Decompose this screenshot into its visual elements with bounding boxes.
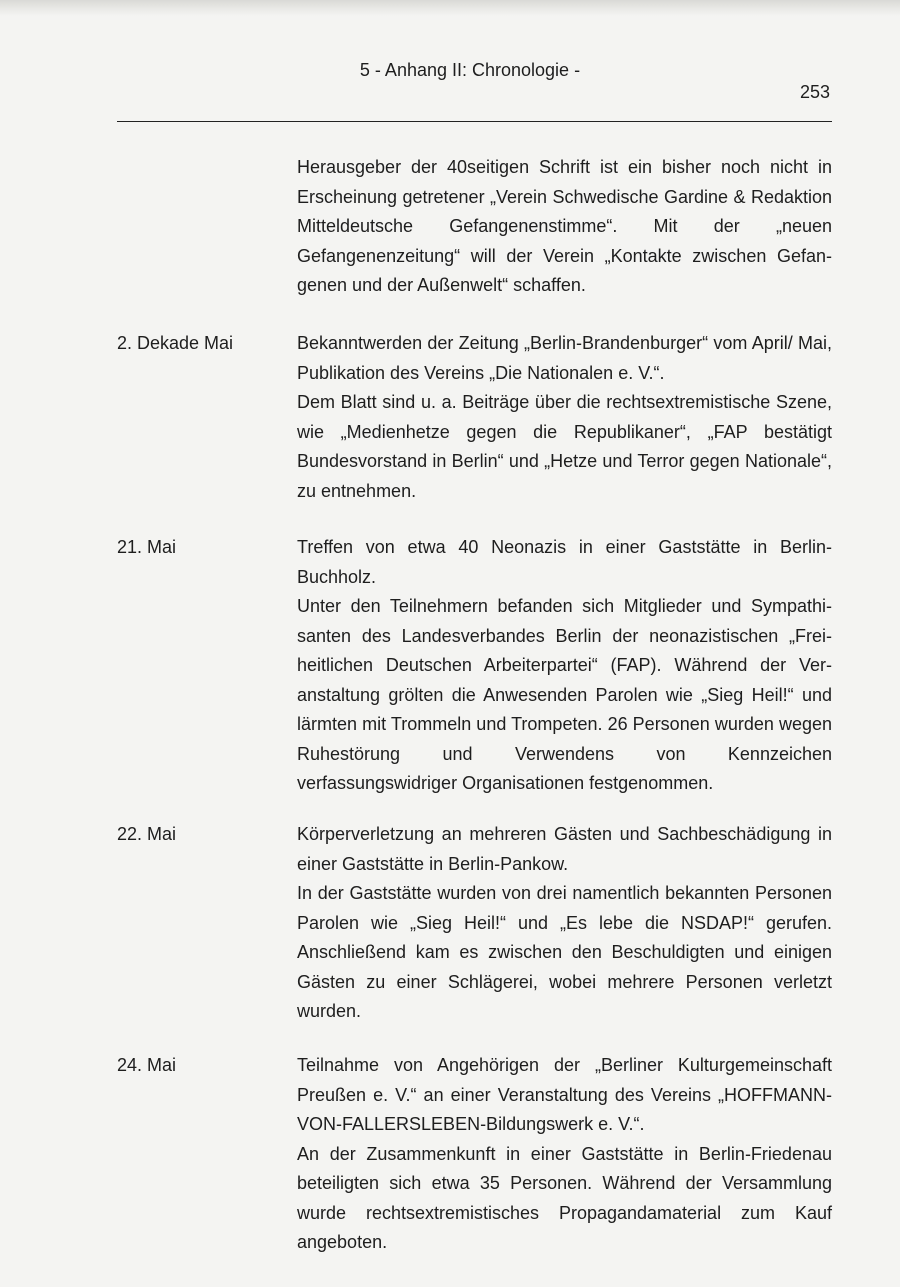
entry-body [297, 820, 832, 1027]
entry-body [297, 1051, 832, 1258]
entry-body [297, 329, 832, 506]
scan-edge-shadow [0, 0, 900, 16]
entry-paragraph: Teilnahme von Angehörigen der „Berliner Kulturgemeinschaft Preußen e. V.“ an einer Veranstaltung des Vereins „HOFFMANN-VON-FALLERSLEBEN-Bildungswerk e. V.“. [297, 1055, 832, 1134]
entry-paragraph: Körperverletzung an mehreren Gästen und Sachbeschädigung in einer Gaststätte in Berlin-Pankow. [297, 824, 832, 874]
entry-body [297, 533, 832, 799]
entry-paragraph: An der Zusammenkunft in einer Gaststätte in Berlin-Friedenau beteiligten sich etwa 35 Personen. Während der Versammlung wurde rechtsextremistisches Propagandamaterial zum Kauf angeboten. [297, 1143, 832, 1252]
entry-date: 2. Dekade Mai [117, 333, 234, 353]
page-number: 253 [799, 82, 830, 102]
entry-date: 21. Mai [117, 537, 177, 557]
entry-date: 22. Mai [117, 824, 177, 844]
entry-paragraph: In der Gaststätte wurden von drei namentlich bekannten Personen Parolen wie „Sieg Heil!“ und „Es lebe die NSDAP!“ gerufen. Anschließend kam es zwischen den Beschuldigten und einigen Gästen zu einer Schlägerei, wobei mehrere Personen verletzt wurden. [297, 883, 832, 1021]
entry-date: 24. Mai [117, 1055, 177, 1075]
page-header-title: 5 - Anhang II: Chronologie - [359, 60, 581, 80]
entry-paragraph: Unter den Teilnehmern befanden sich Mitglieder und Sympathisanten des Landesverbandes Berlin der neonazistischen „Freiheitlichen Deutschen Arbeiterpartei“ (FAP). Während der Veranstaltung grölten die Anwesenden Parolen wie „Sieg Heil!“ und lärmten mit Trommeln und Trompeten. 26 Personen wurden wegen Ruhestörung und Verwendens von Kennzeichen verfassungswidriger Organisationen festgenommen. [297, 596, 832, 793]
entry-paragraph: Dem Blatt sind u. a. Beiträge über die rechtsextremistische Szene, wie „Medienhetze gegen die Republikaner“, „FAP bestätigt Bundesvorstand in Berlin“ und „Hetze und Terror gegen Nationale“, zu entnehmen. [297, 392, 832, 501]
intro-paragraph-block [297, 153, 832, 301]
entry-paragraph: Bekanntwerden der Zeitung „Berlin-Brandenburger“ vom April/ Mai, Publikation des Vereins „Die Nationalen e. V.“. [297, 333, 832, 383]
intro-paragraph: Herausgeber der 40seitigen Schrift ist ein bisher noch nicht in Erscheinung getretener „Verein Schwedische Gardine & Redaktion Mitteldeutsche Gefangenenstimme“. Mit der „neuen Gefangenenzeitung“ will der Verein „Kontakte zwischen Gefangenen und der Außenwelt“ schaffen. [297, 157, 832, 295]
header-divider [117, 121, 832, 122]
entry-paragraph: Treffen von etwa 40 Neonazis in einer Gaststätte in Berlin-Buchholz. [297, 537, 832, 587]
